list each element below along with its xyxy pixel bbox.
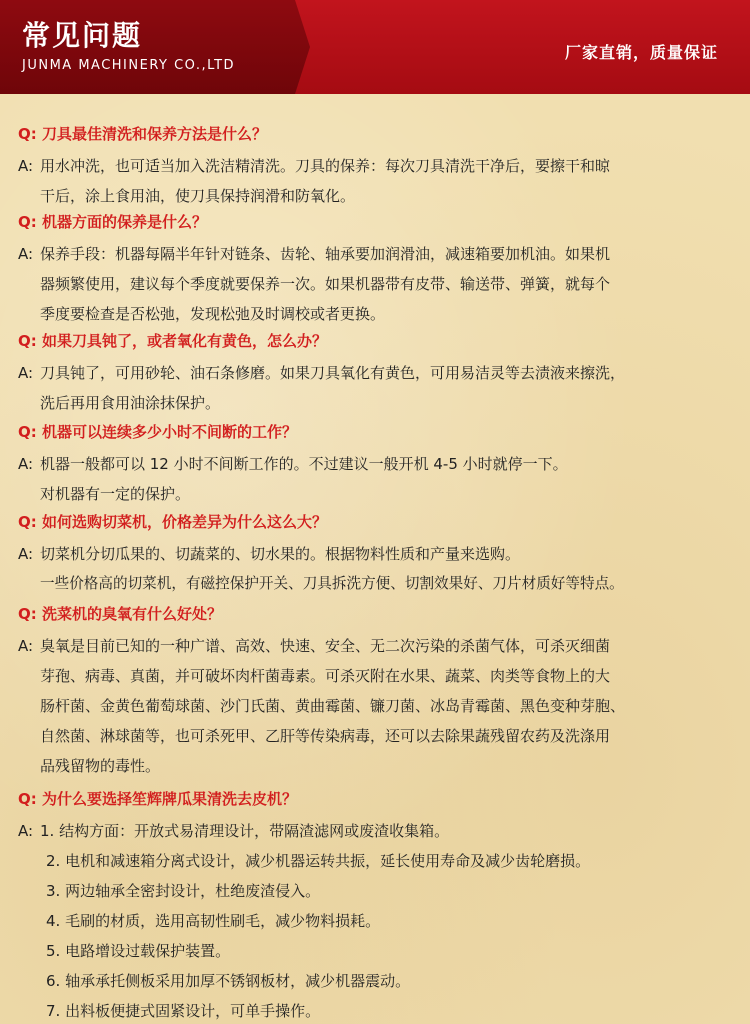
faq-item (18, 421, 744, 509)
answer-list-item: 6. 轴承承托侧板采用加厚不锈钢板材，减少机器震动。 (46, 972, 411, 990)
answer-line: 品残留物的毒性。 (40, 757, 161, 775)
question-text: 洗菜机的臭氧有什么好处？ (41, 605, 222, 623)
answer-list-item: 2. 电机和减速箱分离式设计，减少机器运转共振，延长使用寿命及减少齿轮磨损。 (46, 852, 591, 870)
faq-answer (18, 449, 744, 509)
answer-prefix: A: (18, 245, 34, 263)
question-text: 刀具最佳清洗和保养方法是什么？ (41, 125, 267, 143)
answer-line: 肠杆菌、金黄色葡萄球菌、沙门氏菌、黄曲霉菌、镰刀菌、冰岛青霉菌、黑色变种芽胞、 (40, 697, 626, 715)
faq-question (18, 421, 744, 443)
question-text: 为什么要选择笙辉牌瓜果清洗去皮机？ (41, 790, 297, 808)
header-slogan: 厂家直销，质量保证 (564, 43, 718, 62)
faq-item (18, 788, 744, 1024)
faq-item (18, 123, 744, 211)
answer-prefix: A: (18, 822, 34, 840)
faq-item (18, 603, 744, 781)
answer-line: 洗后再用食用油涂抹保护。 (40, 394, 221, 412)
answer-list-item: 7. 出料板便捷式固紧设计，可单手操作。 (46, 1002, 321, 1020)
answer-line: 芽孢、病毒、真菌，并可破坏肉杆菌毒素。可杀灭附在水果、蔬菜、肉类等食物上的大 (40, 667, 611, 685)
faq-item (18, 511, 744, 599)
answer-list-item: 1. 结构方面：开放式易清理设计，带隔渣滤网或废渣收集箱。 (40, 822, 450, 840)
answer-line: 器频繁使用，建议每个季度就要保养一次。如果机器带有皮带、输送带、弹簧，就每个 (40, 275, 611, 293)
faq-answer (18, 816, 744, 1024)
faq-item (18, 211, 744, 329)
answer-list-item: 5. 电路增设过载保护装置。 (46, 942, 231, 960)
answer-line: 干后，涂上食用油，使刀具保持润滑和防氧化。 (40, 187, 356, 205)
question-prefix: Q: (18, 213, 37, 231)
question-text: 如何选购切菜机，价格差异为什么这么大？ (41, 513, 327, 531)
faq-answer (18, 239, 744, 329)
question-prefix: Q: (18, 125, 37, 143)
answer-prefix: A: (18, 157, 34, 175)
faq-answer (18, 631, 744, 781)
faq-answer (18, 358, 744, 418)
answer-line: 机器一般都可以 12 小时不间断工作的。不过建议一般开机 4-5 小时就停一下。 (40, 455, 568, 473)
faq-question (18, 211, 744, 233)
faq-answer (18, 151, 744, 211)
question-prefix: Q: (18, 332, 37, 350)
answer-prefix: A: (18, 545, 34, 563)
question-prefix: Q: (18, 513, 37, 531)
answer-list-item: 3. 两边轴承全密封设计，杜绝废渣侵入。 (46, 882, 321, 900)
answer-line: 季度要检查是否松弛，发现松弛及时调校或者更换。 (40, 305, 386, 323)
answer-prefix: A: (18, 637, 34, 655)
faq-question (18, 788, 744, 810)
answer-prefix: A: (18, 364, 34, 382)
faq-answer (18, 539, 744, 599)
question-text: 机器可以连续多少小时不间断的工作？ (41, 423, 297, 441)
page-title: 常见问题 (22, 19, 143, 52)
question-prefix: Q: (18, 605, 37, 623)
faq-question (18, 123, 744, 145)
answer-list-item: 4. 毛刷的材质，选用高韧性刷毛，减少物料损耗。 (46, 912, 381, 930)
answer-line: 用水冲洗，也可适当加入洗洁精清洗。刀具的保养：每次刀具清洗干净后，要擦干和晾 (40, 157, 611, 175)
question-text: 如果刀具钝了，或者氧化有黄色，怎么办？ (41, 332, 327, 350)
answer-line: 对机器有一定的保护。 (40, 485, 191, 503)
answer-prefix: A: (18, 455, 34, 473)
answer-line: 臭氧是目前已知的一种广谱、高效、快速、安全、无二次污染的杀菌气体，可杀灭细菌 (40, 637, 611, 655)
question-text: 机器方面的保养是什么？ (41, 213, 207, 231)
answer-line: 一些价格高的切菜机，有磁控保护开关、刀具拆洗方便、切割效果好、刀片材质好等特点。 (40, 575, 624, 592)
question-prefix: Q: (18, 790, 37, 808)
answer-line: 自然菌、淋球菌等，也可杀死甲、乙肝等传染病毒，还可以去除果蔬残留农药及洗涤用 (40, 727, 611, 745)
page-header (0, 0, 750, 94)
faq-question (18, 603, 744, 625)
answer-line: 刀具钝了，可用砂轮、油石条修磨。如果刀具氧化有黄色，可用易洁灵等去渍液来擦洗， (40, 364, 626, 382)
answer-line: 切菜机分切瓜果的、切蔬菜的、切水果的。根据物料性质和产量来选购。 (40, 545, 521, 563)
faq-content (0, 94, 750, 1024)
faq-question (18, 330, 744, 352)
faq-item (18, 330, 744, 418)
answer-line: 保养手段：机器每隔半年针对链条、齿轮、轴承要加润滑油，减速箱要加机油。如果机 (40, 245, 611, 263)
faq-question (18, 511, 744, 533)
company-name: JUNMA MACHINERY CO.,LTD (22, 58, 236, 73)
question-prefix: Q: (18, 423, 37, 441)
